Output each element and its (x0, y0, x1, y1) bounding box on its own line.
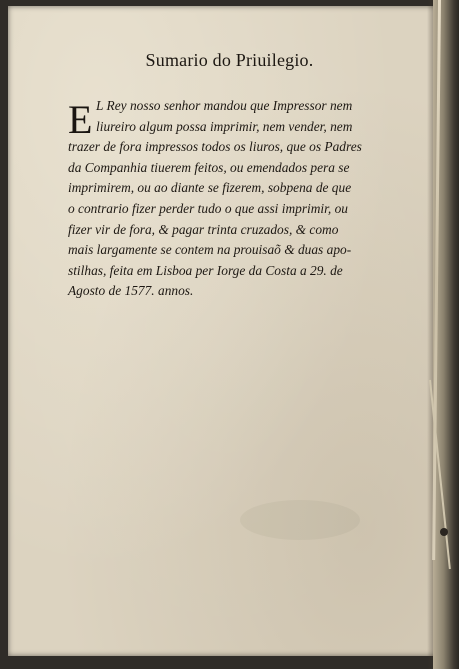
text-line: stilhas, feita em Lisboa per Iorge da Costa a 29. de (68, 262, 343, 278)
text-line: mais largamente se contem na prouisaõ & duas apo- (68, 242, 352, 258)
text-line: imprimirem, ou ao diante se fizerem, sobpena de que (68, 180, 352, 196)
text-line: trazer de fora impressos todos os liuros, que os Padres (68, 139, 362, 155)
privilege-summary-text (68, 96, 416, 302)
text-line: o contrario fizer perder tudo o que assi imprimir, ou (68, 200, 348, 216)
page-title: Sumario do Priuilegio. (145, 50, 314, 70)
drop-cap: E (68, 97, 93, 142)
text-line: liureiro algum possa imprimir, nem vender, nem (96, 118, 353, 134)
text-line: fizer vir de fora, & pagar trinta cruzados, & como (68, 221, 339, 237)
thread-knot (440, 528, 448, 536)
text-line: Agosto de 1577. annos. (68, 283, 194, 299)
text-line: L Rey nosso senhor mandou que Impressor nem (96, 98, 353, 113)
paper-stain (240, 500, 360, 540)
text-line: da Companhia tiuerem feitos, ou emendados pera se (68, 159, 350, 175)
